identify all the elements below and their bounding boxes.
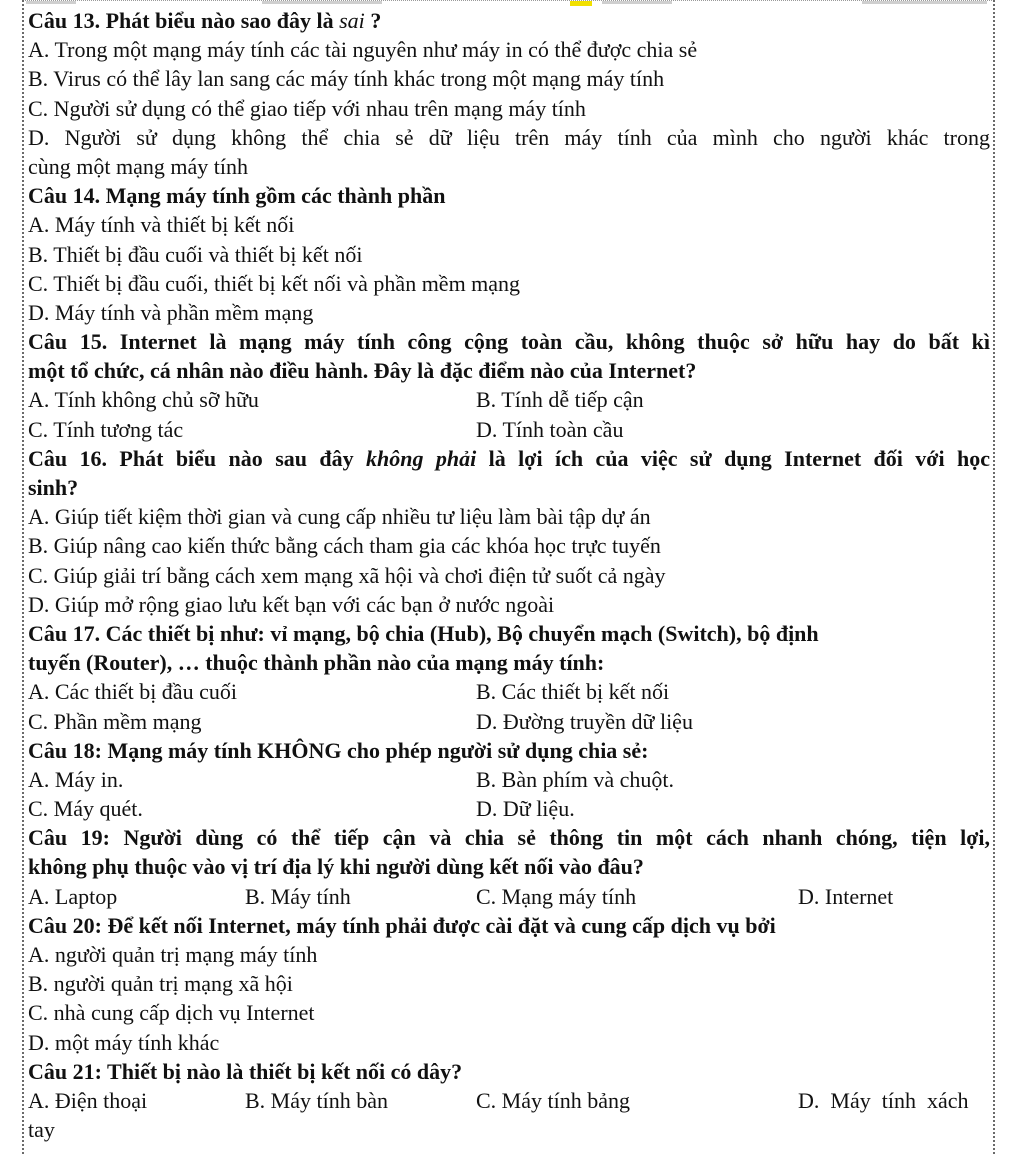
question-15-option-d: D. Tính toàn cầu [476, 416, 624, 442]
question-19-stem: Câu 19: Người dùng có thể tiếp cận và chia sẻ thông tin một cách nhanh chóng, tiện lợi, [28, 825, 990, 851]
question-17-options-row-1 [28, 677, 990, 706]
question-16-option-d: D. Giúp mở rộng giao lưu kết bạn với các bạn ở nước ngoài [28, 591, 555, 617]
question-20-option-a: A. người quản trị mạng máy tính [28, 942, 318, 967]
question-13-option-d: D. Người sử dụng không thể chia sẻ dữ liệu trên máy tính của mình cho người khác trong [28, 124, 990, 150]
cut-off-text-fragment [26, 1, 76, 4]
question-16-option-c: C. Giúp giải trí bằng cách xem mạng xã hội và chơi điện tử suốt cả ngày [28, 562, 666, 588]
stem-text: Câu 13. Phát biểu nào sao đây là [28, 8, 334, 33]
question-21-options-row [28, 1086, 990, 1115]
question-17-stem-cont: tuyến (Router), … thuộc thành phần nào của mạng máy tính: [28, 650, 605, 676]
question-18-option-d: D. Dữ liệu. [476, 796, 575, 822]
question-16-stem [28, 444, 990, 473]
question-18-option-c: C. Máy quét. [28, 796, 143, 822]
question-19-option-c: C. Mạng máy tính [476, 883, 637, 909]
question-19-stem-cont: không phụ thuộc vào vị trí địa lý khi người dùng kết nối vào đâu? [28, 854, 644, 880]
question-18-options-row-1 [28, 765, 990, 794]
question-15-option-c: C. Tính tương tác [28, 416, 184, 442]
left-margin-guide [22, 0, 24, 1154]
question-17-option-d: D. Đường truyền dữ liệu [476, 708, 693, 734]
question-16-option-a: A. Giúp tiết kiệm thời gian và cung cấp nhiều tư liệu làm bài tập dự án [28, 504, 651, 530]
stem-italic: không phải [366, 445, 477, 471]
question-14-option-c: C. Thiết bị đầu cuối, thiết bị kết nối và phần mềm mạng [28, 270, 521, 296]
question-14-option-b: B. Thiết bị đầu cuối và thiết bị kết nối [28, 241, 363, 267]
cut-off-text-fragment [862, 1, 987, 4]
question-19-option-b: B. Máy tính [245, 883, 351, 909]
question-14-stem: Câu 14. Mạng máy tính gồm các thành phần [28, 183, 446, 209]
question-17-option-b: B. Các thiết bị kết nối [476, 679, 670, 705]
question-20-stem: Câu 20: Để kết nối Internet, máy tính phải được cài đặt và cung cấp dịch vụ bởi [28, 912, 776, 938]
question-13-option-a: A. Trong một mạng máy tính các tài nguyên như máy in có thể được chia sẻ [28, 37, 698, 63]
question-20-option-b: B. người quản trị mạng xã hội [28, 971, 293, 997]
question-21-option-a: A. Điện thoại [28, 1087, 148, 1113]
question-14-option-a: A. Máy tính và thiết bị kết nối [28, 212, 295, 238]
question-18-option-a: A. Máy in. [28, 766, 124, 792]
stem-suffix: là lợi ích của việc sử dụng Internet đối với học [488, 445, 990, 471]
question-17-stem: Câu 17. Các thiết bị như: vỉ mạng, bộ chia (Hub), Bộ chuyển mạch (Switch), bộ định [28, 620, 819, 646]
question-21-stem: Câu 21: Thiết bị nào là thiết bị kết nối có dây? [28, 1058, 463, 1084]
question-17-options-row-2 [28, 707, 990, 736]
stem-suffix: ? [370, 8, 382, 33]
question-16-stem-cont: sinh? [28, 475, 79, 500]
question-13-option-b: B. Virus có thể lây lan sang các máy tính khác trong một mạng máy tính [28, 66, 665, 92]
question-13-stem [28, 6, 990, 35]
question-18-options-row-2 [28, 794, 990, 823]
question-15-option-b: B. Tính dễ tiếp cận [476, 387, 644, 413]
question-18-stem: Câu 18: Mạng máy tính KHÔNG cho phép người sử dụng chia sẻ: [28, 737, 649, 763]
right-margin-guide [993, 0, 995, 1154]
question-21-option-c: C. Máy tính bảng [476, 1087, 630, 1113]
question-21-option-b: B. Máy tính bàn [245, 1087, 388, 1113]
question-15-stem: Câu 15. Internet là mạng máy tính công cộng toàn cầu, không thuộc sở hữu hay do bất kì [28, 329, 990, 355]
cut-off-text-fragment [602, 1, 672, 4]
question-20-option-c: C. nhà cung cấp dịch vụ Internet [28, 1000, 315, 1026]
question-17-option-c: C. Phần mềm mạng [28, 708, 202, 734]
question-16-option-b: B. Giúp nâng cao kiến thức bằng cách tham gia các khóa học trực tuyến [28, 533, 661, 559]
question-21-option-d: D. Máy tính xách [798, 1087, 969, 1113]
cut-off-text-fragment [262, 1, 382, 4]
question-19-option-a: A. Laptop [28, 883, 118, 909]
question-15-option-a: A. Tính không chủ sỡ hữu [28, 387, 259, 413]
stem-text: Câu 16. Phát biểu nào sau đây [28, 445, 354, 471]
question-21-option-d-cont: tay [28, 1117, 55, 1143]
question-18-option-b: B. Bàn phím và chuột. [476, 766, 674, 792]
question-15-stem-cont: một tổ chức, cá nhân nào điều hành. Đây là đặc điểm nào của Internet? [28, 358, 697, 384]
stem-italic: sai [339, 8, 365, 33]
question-14-option-d: D. Máy tính và phần mềm mạng [28, 299, 314, 325]
question-13-option-c: C. Người sử dụng có thể giao tiếp với nhau trên mạng máy tính [28, 95, 586, 121]
question-19-option-d: D. Internet [798, 883, 894, 909]
question-20-option-d: D. một máy tính khác [28, 1029, 220, 1055]
question-19-options-row [28, 882, 990, 911]
question-15-options-row-1 [28, 385, 990, 414]
question-15-options-row-2 [28, 415, 990, 444]
question-17-option-a: A. Các thiết bị đầu cuối [28, 679, 237, 705]
document-body [28, 6, 990, 1144]
question-13-option-d-cont: cùng một mạng máy tính [28, 153, 248, 179]
